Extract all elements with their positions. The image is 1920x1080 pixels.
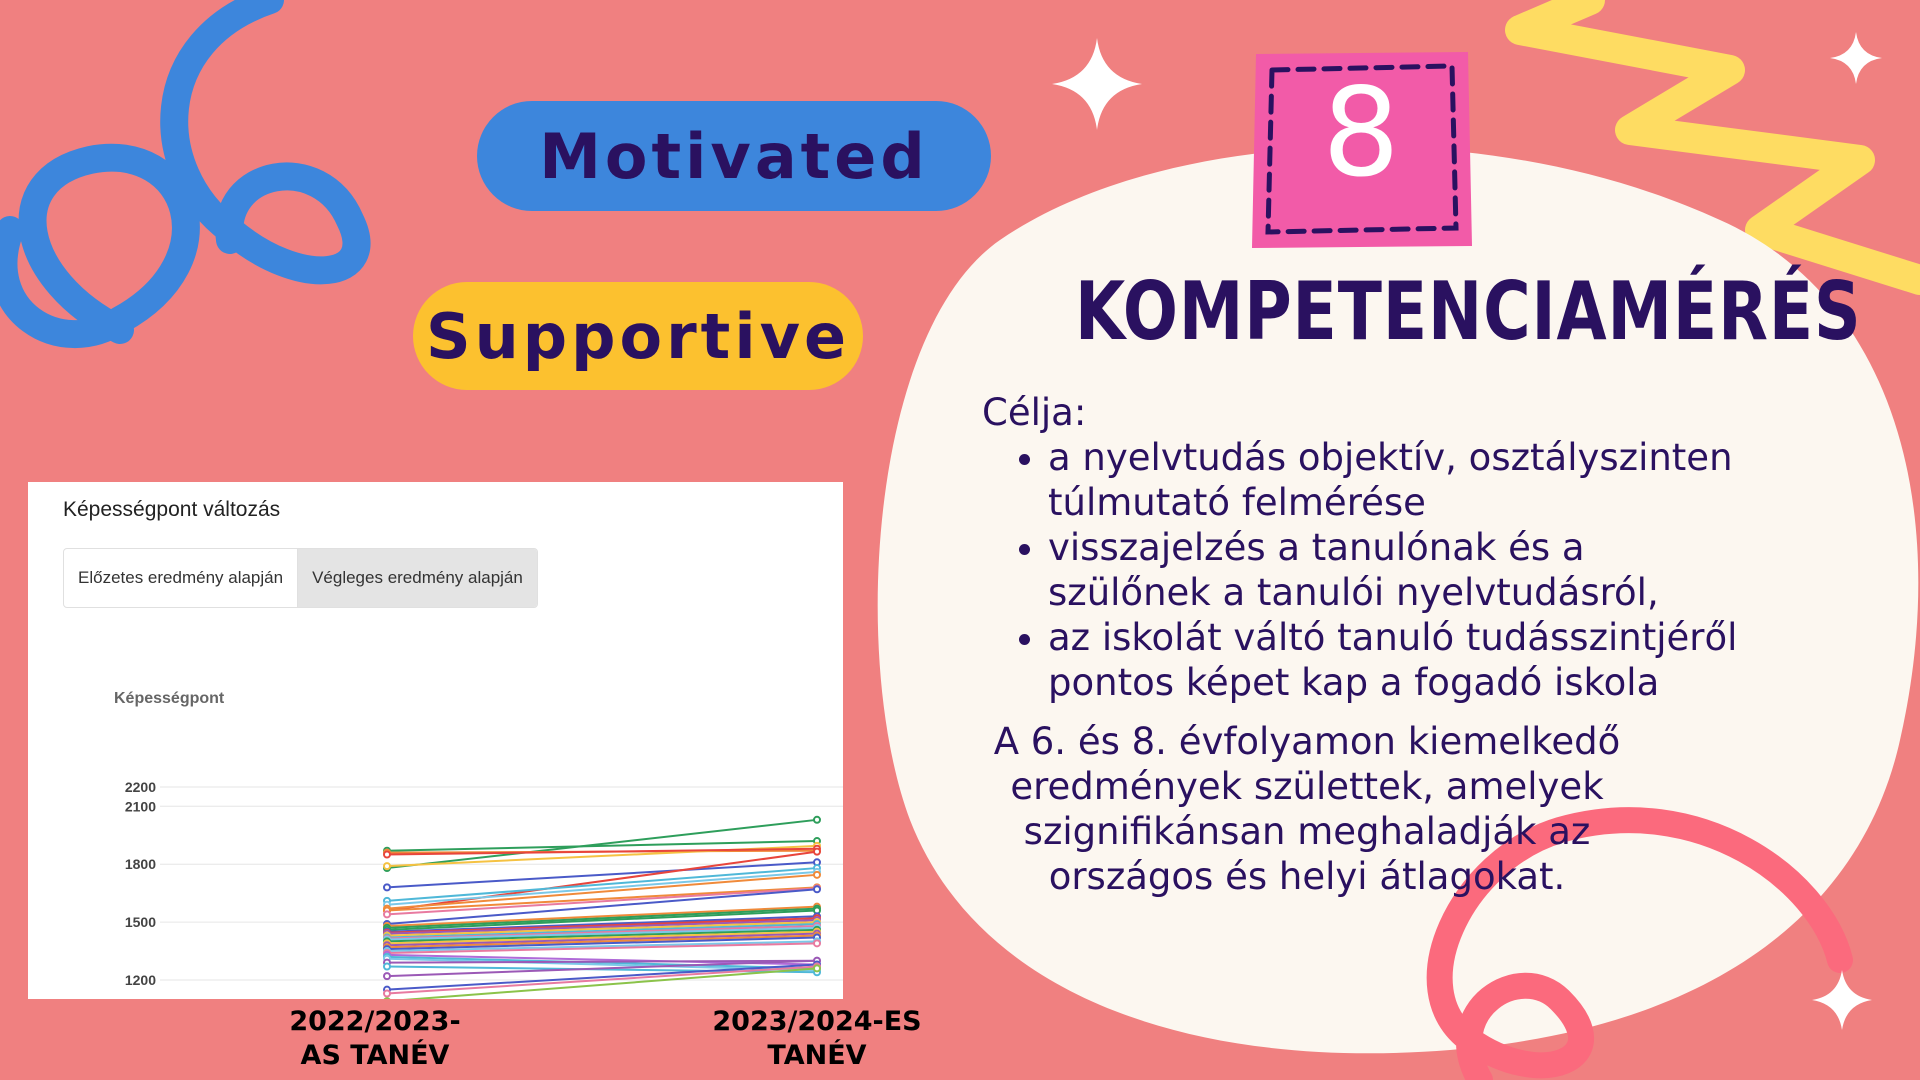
data-point[interactable] xyxy=(384,991,390,997)
y-axis-label: Képességpont xyxy=(114,690,225,707)
tab-final[interactable]: Végleges eredmény alapján xyxy=(297,549,537,607)
data-point[interactable] xyxy=(814,817,820,823)
y-tick-label: 2100 xyxy=(124,798,156,815)
blue-swirl-decoration xyxy=(3,0,356,334)
motivated-label: Motivated xyxy=(539,119,929,193)
list-item: • visszajelzés a tanulónak és a szülőnek a tanulói nyelvtudásról, xyxy=(1048,525,1752,615)
data-point[interactable] xyxy=(384,963,390,969)
data-point[interactable] xyxy=(814,940,820,946)
content-text xyxy=(982,390,1752,936)
goal-label: Célja: xyxy=(982,391,1087,434)
list-item: • az iskolát váltó tanuló tudásszintjéről pontos képet kap a fogadó iskola xyxy=(1048,615,1752,705)
x-axis-label-start: 2022/2023-AS TANÉV xyxy=(289,1006,461,1071)
data-point[interactable] xyxy=(384,863,390,869)
data-point[interactable] xyxy=(384,852,390,858)
sparkle-icon xyxy=(1830,32,1882,84)
x-axis-label-end: 2023/2024-ES TANÉV xyxy=(712,1006,922,1071)
data-point[interactable] xyxy=(384,973,390,979)
data-point[interactable] xyxy=(814,872,820,878)
tab-preliminary[interactable]: Előzetes eredmény alapján xyxy=(78,568,284,587)
card-title: Képességpont változás xyxy=(63,498,281,521)
y-tick-label: 1800 xyxy=(124,856,156,873)
data-point[interactable] xyxy=(814,886,820,892)
goal-list xyxy=(982,435,1752,705)
page-title: KOMPETENCIAMÉRÉS xyxy=(1075,265,1862,358)
data-point[interactable] xyxy=(384,884,390,890)
data-point[interactable] xyxy=(814,849,820,855)
score-line-chart xyxy=(28,682,843,999)
data-point[interactable] xyxy=(384,998,390,999)
motivated-pill xyxy=(477,101,991,211)
result-tabs xyxy=(63,548,538,608)
y-tick-label: 1500 xyxy=(124,914,156,931)
y-tick-label: 2200 xyxy=(124,779,156,795)
score-change-screenshot xyxy=(28,482,843,999)
data-point[interactable] xyxy=(384,911,390,917)
badge-number: 8 xyxy=(1322,62,1400,204)
sparkle-icon xyxy=(1812,970,1872,1030)
data-point[interactable] xyxy=(814,965,820,971)
supportive-pill xyxy=(413,282,863,390)
result-text: A 6. és 8. évfolyamon kiemelkedő eredmények születtek, amelyek szignifikánsan meghaladják az országos és helyi átlagokat. xyxy=(993,720,1621,898)
y-tick-label: 1200 xyxy=(124,972,156,988)
sparkle-icon xyxy=(1052,38,1142,130)
list-item: • a nyelvtudás objektív, osztályszinten túlmutató felmérése xyxy=(1048,435,1752,525)
supportive-label: Supportive xyxy=(425,299,851,373)
